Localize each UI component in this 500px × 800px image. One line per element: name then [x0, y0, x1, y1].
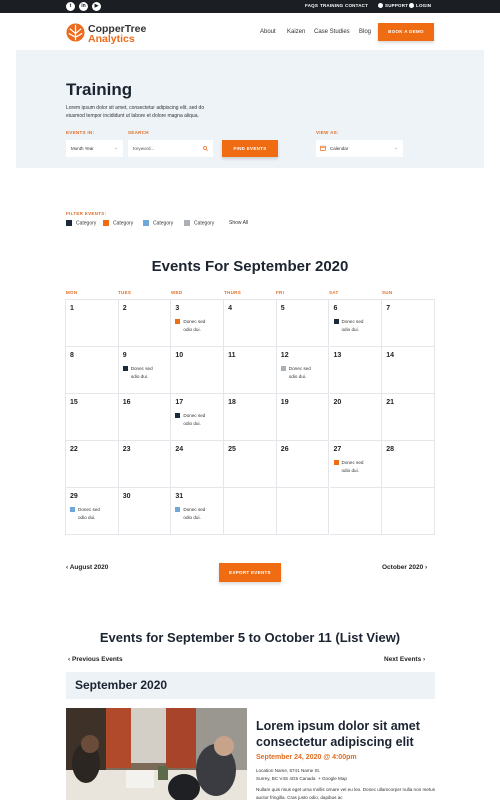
nav-kaizen[interactable]: Kaizen	[287, 29, 306, 35]
day-number: 2	[122, 305, 127, 312]
event-location	[256, 767, 347, 783]
contact-link[interactable]: CONTACT	[345, 3, 369, 8]
event-title-line: Donec sed	[130, 366, 153, 371]
event-category-swatch	[123, 366, 128, 371]
month-select-value: Month Year	[71, 146, 94, 151]
event-title-line: odio dui.	[78, 514, 96, 520]
search-input[interactable]	[128, 140, 213, 157]
event-description: Nullam quis risus eget urna mollis ornare vel eu leo. Donec ullamcorper nulla non metus auctor fringilla. Cras justo odio, dapibus ac	[256, 787, 435, 800]
calendar-event[interactable]	[70, 506, 112, 521]
weekday-label: THURS	[224, 290, 241, 295]
site-header	[0, 13, 500, 50]
coppertree-logo-icon[interactable]	[66, 23, 85, 42]
location-address: Surrey, BC V4S 4G5 Canada	[256, 776, 316, 781]
event-title-line: Donec sed	[78, 507, 100, 512]
calendar-event[interactable]	[123, 365, 165, 380]
calendar-grid	[65, 299, 435, 535]
next-month-link[interactable]	[382, 564, 427, 571]
event-category-swatch	[334, 460, 339, 465]
export-events-button[interactable]: EXPORT EVENTS	[219, 563, 281, 582]
day-number: 13	[333, 352, 342, 359]
calendar-day-cell[interactable]	[171, 300, 224, 347]
filter-category[interactable]	[103, 220, 133, 227]
chevron-right-icon: ›	[421, 656, 426, 663]
day-number: 18	[228, 399, 236, 406]
logo-subtext[interactable]: Analytics	[88, 33, 135, 45]
previous-events-label: Previous Events	[71, 656, 123, 663]
location-line: Location Name, 5741 Name St.	[256, 768, 321, 773]
day-number: 28	[386, 446, 394, 453]
chevron-down-icon: ⌄	[393, 145, 398, 151]
filter-category[interactable]	[184, 220, 214, 227]
filter-category[interactable]	[143, 220, 173, 227]
calendar-day-cell[interactable]	[119, 394, 172, 441]
event-category-swatch	[175, 507, 180, 512]
page-description: Lorem ipsum dolor sit amet, consectetur adipiscing elit, sed do eiusmod tempor incididunt ut labore et dolore magna aliqua.	[66, 105, 205, 119]
day-number: 16	[122, 399, 131, 406]
day-number: 14	[386, 352, 394, 359]
calendar-day-cell[interactable]	[66, 441, 119, 488]
page-title: Training	[66, 80, 133, 99]
weekday-label: FRI	[276, 290, 285, 295]
calendar-day-cell[interactable]	[330, 347, 383, 394]
day-number: 24	[175, 446, 184, 453]
day-number: 9	[122, 352, 127, 359]
event-category-swatch	[175, 319, 180, 324]
day-number: 12	[280, 352, 289, 359]
weekday-label: SAT	[329, 290, 339, 295]
calendar-event[interactable]	[281, 365, 323, 380]
calendar-day-cell[interactable]	[171, 488, 224, 535]
calendar-icon	[320, 145, 326, 151]
chevron-left-icon: ‹	[66, 564, 70, 571]
filter-category[interactable]	[66, 220, 96, 227]
day-number: 22	[70, 446, 78, 453]
calendar-event[interactable]	[334, 318, 376, 333]
day-number: 1	[70, 305, 74, 312]
filter-category-label: Category	[194, 220, 215, 227]
event-category-swatch	[175, 413, 180, 418]
category-swatch	[184, 220, 190, 226]
show-all-filter[interactable]: Show All	[229, 220, 249, 226]
nav-about[interactable]: About	[260, 29, 276, 35]
day-number: 29	[70, 493, 78, 500]
calendar-day-cell[interactable]	[382, 347, 435, 394]
calendar-day-cell[interactable]	[277, 394, 330, 441]
calendar-day-cell[interactable]	[119, 300, 172, 347]
youtube-icon[interactable]: ▶	[92, 2, 101, 11]
calendar-title: Events For September 2020	[151, 258, 349, 275]
event-category-swatch	[334, 319, 339, 324]
event-title-line: Donec sed	[288, 366, 311, 371]
calendar-day-cell[interactable]	[277, 300, 330, 347]
event-title-line: Donec sed	[183, 319, 206, 324]
top-bar	[0, 0, 500, 13]
events-in-label: EVENTS IN:	[66, 130, 95, 135]
calendar-event[interactable]	[334, 459, 376, 474]
event-title-line: odio dui.	[341, 326, 359, 332]
day-number: 11	[228, 352, 236, 359]
twitter-icon[interactable]: t	[66, 2, 75, 11]
event-category-swatch	[70, 507, 75, 512]
linkedin-icon[interactable]: in	[79, 2, 88, 11]
calendar-day-cell[interactable]	[119, 488, 172, 535]
filter-events-label: FILTER EVENTS:	[66, 211, 107, 216]
day-number: 6	[333, 305, 338, 312]
calendar-day-cell[interactable]	[171, 394, 224, 441]
search-placeholder: Keyword...	[133, 146, 155, 151]
event-photo[interactable]	[66, 708, 247, 800]
training-link[interactable]: TRAINING	[320, 3, 344, 8]
calendar-day-cell[interactable]	[119, 347, 172, 394]
event-title-line: odio dui.	[288, 373, 307, 379]
event-title-line: odio dui.	[130, 373, 149, 379]
list-view-title: Events for September 5 to October 11 (List View)	[99, 630, 401, 645]
day-number: 8	[70, 352, 74, 359]
calendar-day-cell[interactable]	[66, 488, 119, 535]
user-icon	[409, 3, 414, 8]
day-number: 25	[228, 446, 236, 453]
event-title-line: odio dui.	[183, 326, 201, 332]
prev-month-label: August 2020	[69, 564, 109, 571]
calendar-day-cell	[277, 488, 330, 535]
next-events-label: Next Events	[384, 656, 422, 663]
day-number: 17	[175, 399, 184, 406]
training-hero	[16, 50, 484, 168]
weekday-label: SUN	[382, 290, 393, 295]
event-title-line: Donec sed	[341, 460, 364, 465]
day-number: 10	[175, 352, 184, 359]
next-events-link[interactable]	[384, 656, 425, 663]
calendar-day-cell[interactable]	[382, 441, 435, 488]
calendar-day-cell[interactable]	[330, 300, 383, 347]
view-as-label: VIEW AS:	[316, 130, 339, 135]
calendar-event[interactable]	[175, 412, 217, 427]
google-map-link[interactable]: + Google Map	[317, 776, 347, 781]
day-number: 26	[280, 446, 289, 453]
next-month-label: October 2020	[382, 564, 424, 571]
calendar-day-cell[interactable]	[330, 441, 383, 488]
calendar-day-cell[interactable]	[66, 347, 119, 394]
event-date: September 24, 2020 @ 4:00pm	[256, 754, 357, 761]
support-icon	[378, 3, 383, 8]
calendar-event[interactable]	[175, 506, 217, 521]
weekday-label: MON	[66, 290, 78, 295]
calendar-day-cell[interactable]	[66, 394, 119, 441]
calendar-day-cell[interactable]	[277, 441, 330, 488]
day-number: 19	[280, 399, 289, 406]
search-label: SEARCH	[128, 130, 149, 135]
month-separator	[66, 672, 435, 699]
event-category-swatch	[281, 366, 286, 371]
day-number: 21	[386, 399, 394, 406]
nav-blog[interactable]: Blog	[359, 29, 372, 35]
calendar-day-cell[interactable]	[224, 441, 277, 488]
calendar-day-cell	[330, 488, 383, 535]
filter-category-label: Category	[153, 220, 174, 227]
find-events-button[interactable]: FIND EVENTS	[222, 140, 278, 157]
filter-category-label: Category	[76, 220, 97, 227]
weekday-label: WED	[171, 290, 183, 295]
day-number: 31	[175, 493, 184, 500]
calendar-day-cell[interactable]	[171, 347, 224, 394]
day-number: 5	[280, 305, 285, 312]
category-swatch	[103, 220, 109, 226]
event-title-line: Donec sed	[183, 413, 206, 418]
calendar-day-cell[interactable]	[382, 394, 435, 441]
day-number: 15	[70, 399, 78, 406]
category-swatch	[143, 220, 149, 226]
day-number: 27	[333, 446, 342, 453]
book-demo-button[interactable]: BOOK A DEMO	[378, 23, 434, 41]
day-number: 7	[386, 305, 391, 312]
calendar-day-cell[interactable]	[224, 300, 277, 347]
calendar-day-cell[interactable]	[119, 441, 172, 488]
day-number: 30	[122, 493, 131, 500]
event-title-line: odio dui.	[183, 514, 201, 520]
location-line-2	[256, 775, 347, 783]
category-swatch	[66, 220, 72, 226]
calendar-day-cell[interactable]	[224, 394, 277, 441]
login-link[interactable]: LOGIN	[416, 3, 432, 8]
day-number: 4	[228, 305, 232, 312]
calendar-day-cell[interactable]	[171, 441, 224, 488]
logo-text[interactable]: CopperTree	[88, 23, 147, 35]
calendar-day-cell[interactable]	[382, 300, 435, 347]
calendar-day-cell[interactable]	[224, 347, 277, 394]
filter-category-label: Category	[113, 220, 134, 227]
event-title-line: odio dui.	[183, 420, 201, 426]
nav-case-studies[interactable]: Case Studies	[314, 29, 350, 35]
event-title-line: Donec sed	[341, 319, 364, 324]
view-as-select[interactable]	[316, 140, 403, 157]
day-number: 3	[175, 305, 180, 312]
view-as-value: Calendar	[330, 146, 349, 151]
month-select[interactable]	[66, 140, 123, 157]
day-number: 20	[333, 399, 342, 406]
chevron-right-icon: ›	[423, 564, 428, 571]
month-heading: September 2020	[75, 678, 168, 692]
support-link[interactable]: SUPPORT	[385, 3, 409, 8]
calendar-day-cell[interactable]	[277, 347, 330, 394]
calendar-day-cell[interactable]	[330, 394, 383, 441]
calendar-day-cell[interactable]	[66, 300, 119, 347]
weekday-label: TUES	[118, 290, 132, 295]
event-title-line: odio dui.	[341, 467, 359, 473]
prev-month-link[interactable]	[66, 564, 108, 571]
search-icon[interactable]	[203, 146, 208, 151]
chevron-down-icon: ⌄	[113, 145, 118, 151]
calendar-day-cell	[224, 488, 277, 535]
calendar-event[interactable]	[175, 318, 217, 333]
chevron-left-icon: ‹	[68, 656, 72, 663]
event-title-line: Donec sed	[183, 507, 206, 512]
calendar-day-cell	[382, 488, 435, 535]
event-title[interactable]: Lorem ipsum dolor sit amet consectetur adipiscing elit	[256, 719, 420, 749]
previous-events-link[interactable]	[68, 656, 123, 663]
faqs-link[interactable]: FAQS	[305, 3, 319, 8]
day-number: 23	[122, 446, 131, 453]
